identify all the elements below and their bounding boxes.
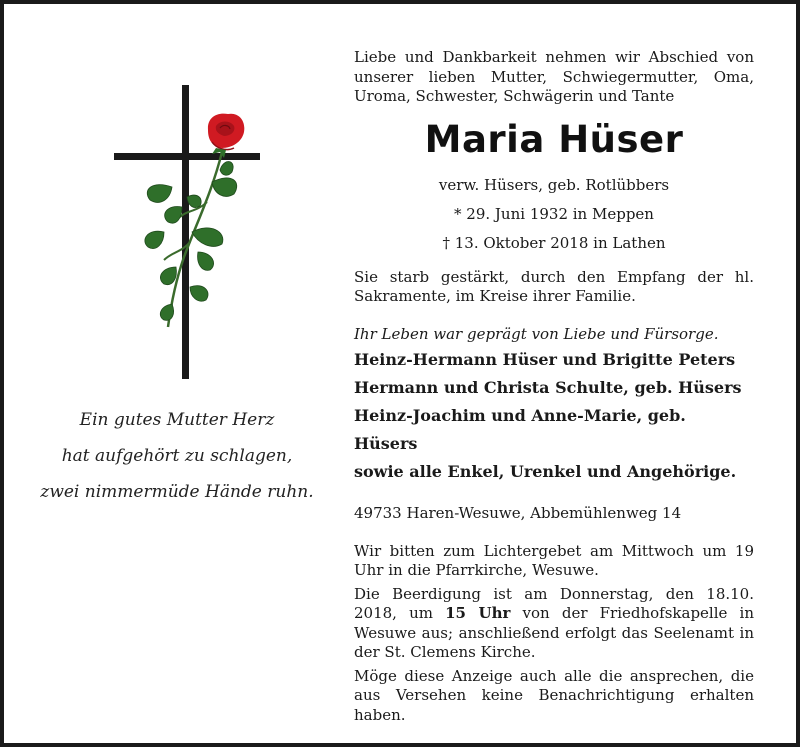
cross-icon [112,82,272,382]
closing-note: Möge diese Anzeige auch alle die ansprechen, die aus Versehen keine Benachrichtigung erhalten haben. [354,666,754,724]
death-date: † 13. Oktober 2018 in Lathen [442,233,666,252]
motto: Ihr Leben war geprägt von Liebe und Fürsorge. [354,324,719,343]
prayer-note: Wir bitten zum Lichtergebet am Mittwoch um 19 Uhr in die Pfarrkirche, Wesuwe. [354,541,754,579]
intro-text: Liebe und Dankbarkeit nehmen wir Abschied von unserer lieben Mutter, Schwiegermutter, Oma, Uroma, Schwester, Schwägerin und Tante [354,48,754,105]
mourner-line: Heinz-Joachim und Anne-Marie, geb. Hüsers [354,406,686,453]
birth-date: * 29. Juni 1932 in Meppen [454,204,654,223]
deceased-name: Maria Hüser [424,117,684,161]
funeral-note [354,585,754,663]
poem-line: hat aufgehört zu schlagen, [61,446,293,466]
funeral-time: 15 Uhr [445,604,511,622]
maiden-name: verw. Hüsers, geb. Rotlübbers [438,175,670,194]
mourner-line: sowie alle Enkel, Urenkel und Angehörige. [354,462,737,481]
address: 49733 Haren-Wesuwe, Abbemühlenweg 14 [354,504,682,522]
left-column [12,4,342,743]
funeral-text-post: von der Friedhofskapelle in Wesuwe aus; anschließend erfolgt das Seelenamt in der St. Clemens Kirche. [354,604,754,661]
poem [12,402,342,510]
poem-line: Ein gutes Mutter Herz [79,410,275,430]
poem-line: zwei nimmermüde Hände ruhn. [40,482,314,502]
right-column [354,48,754,725]
cross-rose-image [112,82,272,382]
funeral-text-pre: Die Beerdigung ist am Donnerstag, den 18.10. 2018, um [354,584,754,622]
mourner-line: Heinz-Hermann Hüser und Brigitte Peters [354,350,736,369]
mourner-line: Hermann und Christa Schulte, geb. Hüsers [354,378,742,397]
death-note: Sie starb gestärkt, durch den Empfang der hl. Sakramente, im Kreise ihrer Familie. [354,267,754,305]
mourners-list [354,346,754,486]
